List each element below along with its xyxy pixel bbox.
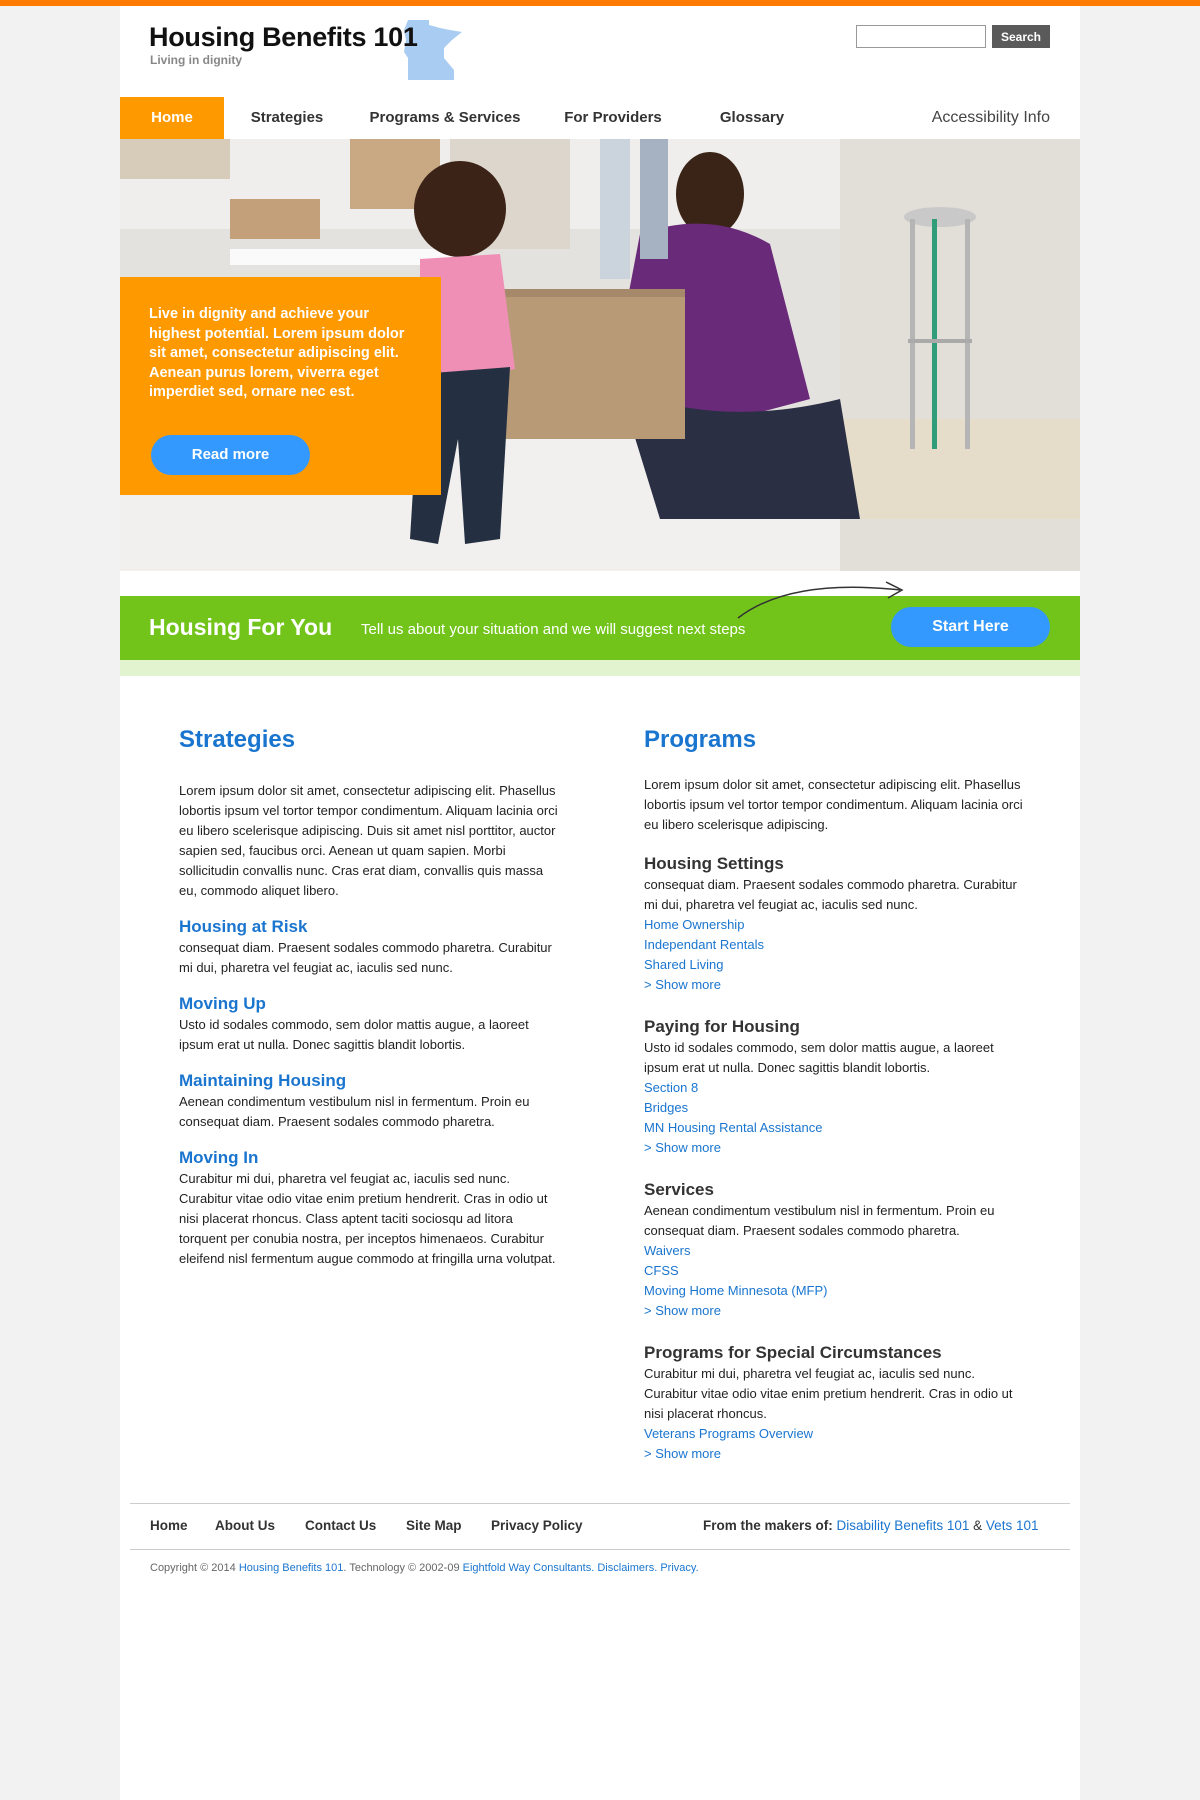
hero-callout [120,277,441,495]
privacy-link[interactable]: Privacy [660,1562,696,1574]
link-veterans-programs-overview[interactable]: Veterans Programs Overview [644,1426,814,1441]
programs-heading: Programs [644,726,757,753]
programs-intro: Lorem ipsum dolor sit amet, consectetur adipiscing elit. Phasellus lobortis ipsum vel tortor tempor condimentum. Aliquam lacinia orci eu libero scelerisque adipiscing. [644,777,1023,832]
eightfold-link[interactable]: Eightfold Way Consultants [462,1562,592,1574]
program-text: consequat diam. Praesent sodales commodo pharetra. Curabitur mi dui, pharetra vel feugiat ac, iaculis sed nunc. [644,877,1017,912]
link-home-ownership[interactable]: Home Ownership [644,917,745,932]
housing-benefits-link[interactable]: Housing Benefits 101 [238,1562,344,1574]
footer-home-link[interactable]: Home [150,1518,188,1533]
page-container [120,6,1080,1800]
program-housing-settings: Housing Settings [644,854,784,873]
cta-shadow-band [120,660,1080,676]
footer-contact-link[interactable]: Contact Us [305,1518,377,1533]
search-button[interactable]: Search [992,25,1050,48]
strategy-text: Aenean condimentum vestibulum nisl in fermentum. Proin eu consequat diam. Praesent sodales commodo pharetra. [179,1094,530,1129]
program-special-circumstances: Programs for Special Circumstances [644,1343,942,1362]
footer-privacy-link[interactable]: Privacy Policy [491,1518,583,1533]
nav-glossary[interactable]: Glossary [719,109,785,126]
makers-ampersand: & [973,1518,983,1533]
copyright-mid: . Technology © 2002-09 [343,1562,460,1574]
nav-for-providers[interactable]: For Providers [564,109,662,126]
show-more-link[interactable]: > Show more [644,1303,721,1318]
strategy-text: Curabitur mi dui, pharetra vel feugiat ac, iaculis sed nunc. Curabitur vitae odio vitae enim pretium hendrerit. Cras in odio ut nisi placerat rhoncus. Class aptent taciti sociosqu ad litora torquent per conubia nostra, per inceptos himenaeos. Curabitur eleifend nisl fermentum augue commodo at fringilla urna volutpat. [179,1171,556,1266]
strategies-column [179,726,559,1269]
strategy-text: consequat diam. Praesent sodales commodo pharetra. Curabitur mi dui, pharetra vel feugiat ac, iaculis sed nunc. [179,940,552,975]
link-independant-rentals[interactable]: Independant Rentals [644,937,764,952]
footer-divider [130,1503,1070,1504]
program-text: Aenean condimentum vestibulum nisl in fermentum. Proin eu consequat diam. Praesent sodales commodo pharetra. [644,1203,995,1238]
vets-101-link[interactable]: Vets 101 [985,1518,1039,1533]
strategy-text: Usto id sodales commodo, sem dolor mattis augue, a laoreet ipsum erat ut nulla. Donec sagittis blandit lobortis. [179,1017,529,1052]
housing-for-you-bar [120,596,1080,660]
program-paying-for-housing: Paying for Housing [644,1017,800,1036]
programs-column [644,726,1024,1464]
cta-text: Tell us about your situation and we will suggest next steps [361,621,746,638]
curved-arrow-icon [730,576,910,621]
strategy-maintaining-housing[interactable]: Maintaining Housing [179,1071,347,1090]
strategy-moving-in[interactable]: Moving In [179,1148,259,1167]
read-more-button[interactable]: Read more [151,435,310,475]
link-shared-living[interactable]: Shared Living [644,957,724,972]
strategies-heading: Strategies [179,726,296,753]
footer-about-link[interactable]: About Us [215,1518,275,1533]
link-section-8[interactable]: Section 8 [644,1080,699,1095]
start-here-button[interactable]: Start Here [891,607,1050,647]
link-cfss[interactable]: CFSS [644,1263,679,1278]
show-more-link[interactable]: > Show more [644,1140,721,1155]
strategies-intro: Lorem ipsum dolor sit amet, consectetur adipiscing elit. Phasellus lobortis ipsum vel tortor tempor condimentum. Aliquam lacinia orci eu libero scelerisque adipiscing. Duis sit amet nisl porttitor, auctor sapien sed, faucibus orci. Aenean ut quam sapien. Morbi sollicitudin convallis nunc. Cras erat diam, convallis quis massa eu, commodo aliquet libero. [179,783,558,898]
footer-divider [130,1549,1070,1550]
hero-banner [120,139,1080,571]
nav-accessibility-info[interactable]: Accessibility Info [931,109,1050,126]
copyright-prefix: Copyright © 2014 [150,1562,236,1574]
nav-home[interactable]: Home [120,97,224,139]
strategy-moving-up[interactable]: Moving Up [179,994,266,1013]
nav-strategies[interactable]: Strategies [250,109,324,126]
cta-title: Housing For You [149,614,333,640]
site-title[interactable]: Housing Benefits 101 [149,22,418,52]
site-tagline: Living in dignity [150,53,242,67]
strategy-housing-at-risk[interactable]: Housing at Risk [179,917,308,936]
program-text: Curabitur mi dui, pharetra vel feugiat ac, iaculis sed nunc. Curabitur vitae odio vitae enim pretium hendrerit. Cras in odio ut nisi placerat rhoncus. [644,1366,1013,1421]
program-services: Services [644,1180,714,1199]
main-nav [120,97,1080,139]
show-more-link[interactable]: > Show more [644,1446,721,1461]
disclaimers-link[interactable]: Disclaimers [597,1562,655,1574]
link-moving-home-minnesota[interactable]: Moving Home Minnesota (MFP) [644,1283,828,1298]
search-input[interactable] [856,25,986,48]
footer-sitemap-link[interactable]: Site Map [406,1518,462,1533]
program-text: Usto id sodales commodo, sem dolor mattis augue, a laoreet ipsum erat ut nulla. Donec sagittis blandit lobortis. [644,1040,994,1075]
link-waivers[interactable]: Waivers [644,1243,691,1258]
copyright-text: Copyright © 2014 Housing Benefits 101. Technology © 2002-09 Eightfold Way Consultants. Disclaimers. Privacy. [150,1562,699,1574]
hero-text: Live in dignity and achieve your highest potential. Lorem ipsum dolor sit amet, consectetur adipiscing elit. Aenean purus lorem, viverra eget imperdiet sed, ornare nec est. [149,306,405,400]
link-mn-housing-rental-assistance[interactable]: MN Housing Rental Assistance [644,1120,823,1135]
footer-makers [703,1518,1038,1533]
disability-benefits-link[interactable]: Disability Benefits 101 [836,1518,970,1533]
makers-label: From the makers of: [703,1518,833,1533]
nav-programs-services[interactable]: Programs & Services [369,109,521,126]
link-bridges[interactable]: Bridges [644,1100,689,1115]
show-more-link[interactable]: > Show more [644,977,721,992]
